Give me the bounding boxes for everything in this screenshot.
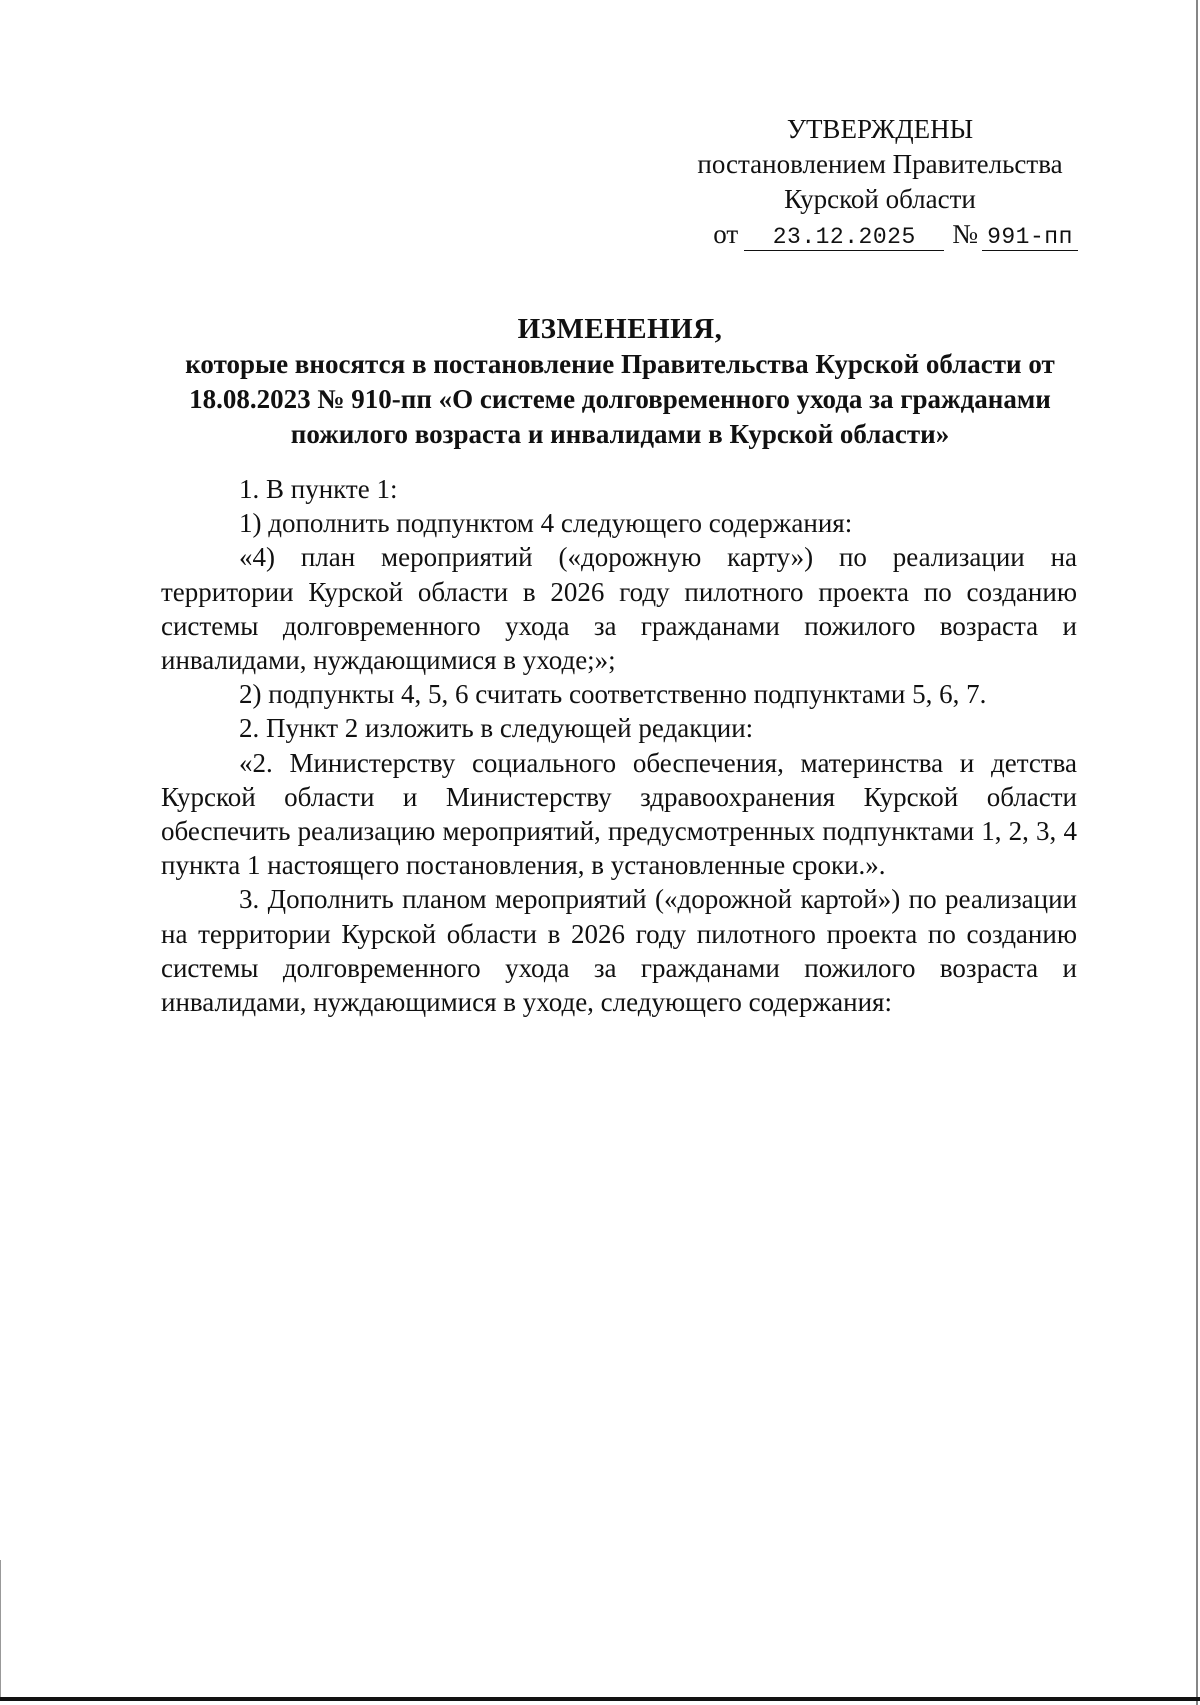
scan-edge-left <box>0 1560 1 1700</box>
document-body <box>161 472 1077 1019</box>
title-subtitle-line: пожилого возраста и инвалидами в Курской области» <box>290 419 950 449</box>
approval-date-row <box>680 217 1080 252</box>
approval-heading: УТВЕРЖДЕНЫ <box>786 114 974 144</box>
document-title <box>160 312 1080 452</box>
paragraph: 1. В пункте 1: <box>239 474 398 504</box>
approval-date: 23.12.2025 <box>744 224 944 251</box>
scan-edge-right <box>1196 0 1198 1705</box>
title-subtitle-line: 18.08.2023 № 910-пп «О системе долговременного ухода за гражданами <box>189 384 1051 414</box>
paragraph: «2. Министерству социального обеспечения, материнства и детства Курской области и Министерству здравоохранения Курской области обеспечить реализацию мероприятий, предусмотренных подпунктами 1, 2, 3, 4 пункта 1 настоящего постановления, в установленные сроки.». <box>161 747 1077 881</box>
scan-edge-bottom <box>0 1697 1200 1701</box>
title-subtitle-line: которые вносятся в постановление Правительства Курской области от <box>185 349 1055 379</box>
approval-authority: постановлением Правительства <box>697 149 1063 179</box>
paragraph: 2) подпункты 4, 5, 6 считать соответственно подпунктами 5, 6, 7. <box>239 679 987 710</box>
paragraph: «4) план мероприятий («дорожную карту») по реализации на территории Курской области в 2026 году пилотного проекта по созданию системы долговременного ухода за гражданами пожилого возраста и инвалидами, нуждающимися в уходе;»; <box>161 542 1077 676</box>
paragraph: 3. Дополнить планом мероприятий («дорожной картой») по реализации на территории Курской области в 2026 году пилотного проекта по созданию системы долговременного ухода за гражданами пожилого возраста и инвалидами, нуждающимися в уходе, следующего содержания: <box>161 884 1077 1018</box>
number-prefix: № <box>952 219 978 249</box>
paragraph: 1) дополнить подпунктом 4 следующего содержания: <box>239 508 853 539</box>
date-prefix: от <box>713 219 739 249</box>
title-main: ИЗМЕНЕНИЯ, <box>517 313 723 345</box>
approval-region: Курской области <box>784 184 976 214</box>
approval-number: 991-пп <box>982 224 1078 251</box>
approval-block <box>680 112 1080 252</box>
paragraph: 2. Пункт 2 изложить в следующей редакции: <box>239 713 754 744</box>
